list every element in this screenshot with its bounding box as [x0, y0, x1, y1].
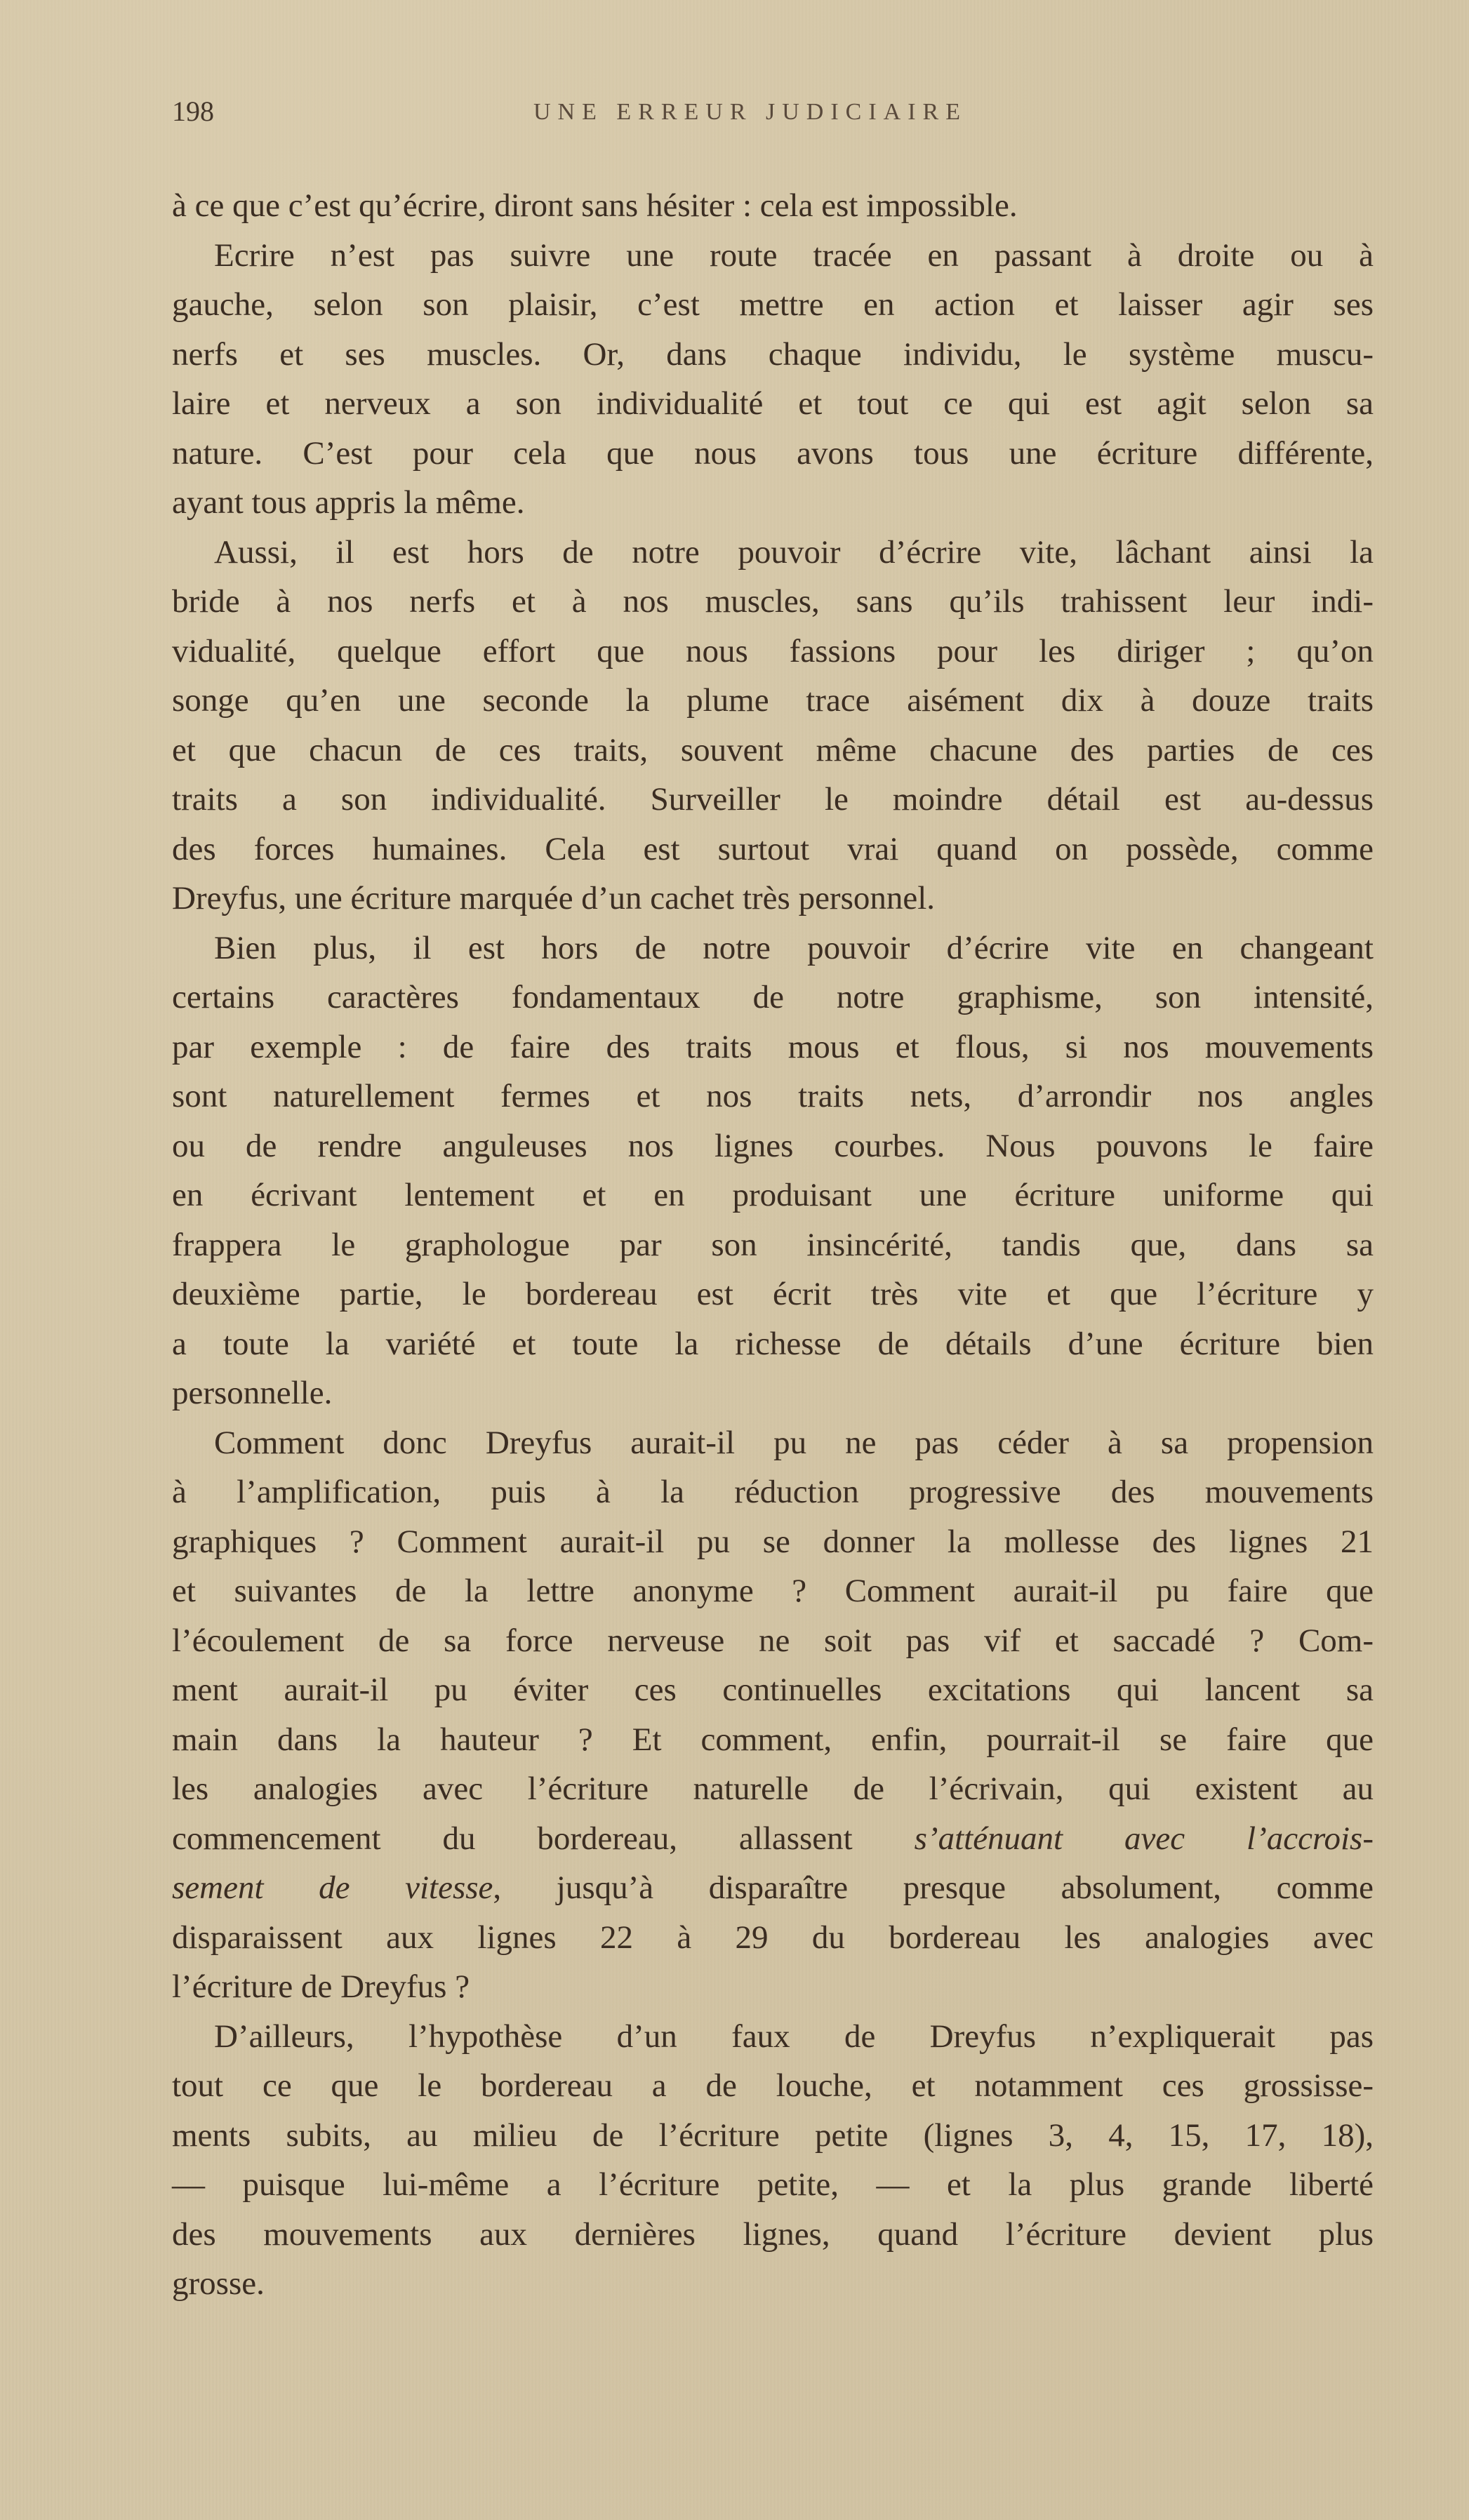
text-line: des forces humaines. Cela est surtout vrai quand on possède, comme [172, 830, 1374, 867]
roman-text: commencement du bordereau, allassent [172, 1820, 915, 1857]
text-line: et que chacun de ces traits, souvent même chacune des parties de ces [172, 731, 1374, 768]
text-line: sont naturellement fermes et nos traits nets, d’arrondir nos angles [172, 1078, 1374, 1114]
paragraph-bien-plus [172, 924, 1374, 1418]
italic-text: s’atténuant avec l’accrois- [914, 1820, 1374, 1857]
text-line: frappera le graphologue par son insincérité, tandis que, dans sa [172, 1226, 1374, 1263]
text-line: — puisque lui-même a l’écriture petite, — et la plus grande liberté [172, 2166, 1374, 2203]
text-line: en écrivant lentement et en produisant une écriture uniforme qui [172, 1177, 1374, 1213]
text-line: songe qu’en une seconde la plume trace aisément dix à douze traits [172, 682, 1374, 719]
running-head [172, 94, 1372, 129]
text-line: a toute la variété et toute la richesse de détails d’une écriture bien [172, 1325, 1374, 1362]
text-line: certains caractères fondamentaux de notre graphisme, son intensité, [172, 979, 1374, 1015]
text-line: disparaissent aux lignes 22 à 29 du bordereau les analogies avec [172, 1919, 1374, 1956]
text-line: ou de rendre anguleuses nos lignes courbes. Nous pouvons le faire [172, 1127, 1374, 1164]
paragraph-continuation [172, 181, 1374, 231]
text-line: l’écoulement de sa force nerveuse ne soit pas vif et saccadé ? Com- [172, 1622, 1374, 1659]
text-line: tout ce que le bordereau a de louche, et notamment ces grossisse- [172, 2067, 1374, 2104]
text-line: grosse. [172, 2265, 265, 2302]
text-line: à ce que c’est qu’écrire, diront sans hésiter : cela est impossible. [172, 187, 1018, 224]
text-line: Dreyfus, une écriture marquée d’un cachet très personnel. [172, 880, 936, 916]
italic-text: sement de vitesse [172, 1869, 493, 1906]
page-number: 198 [172, 95, 214, 127]
text-line: Ecrire n’est pas suivre une route tracée en passant à droite ou à [214, 236, 1374, 274]
text-line: traits a son individualité. Surveiller le moindre détail est au-dessus [172, 781, 1374, 818]
text-line-mixed [172, 1863, 1374, 1913]
body-text [172, 181, 1374, 2309]
text-line: Aussi, il est hors de notre pouvoir d’écrire vite, lâchant ainsi la [214, 533, 1374, 571]
text-line: Bien plus, il est hors de notre pouvoir d’écrire vite en changeant [214, 929, 1374, 966]
paragraph-ecrire [172, 231, 1374, 528]
text-line: et suivantes de la lettre anonyme ? Comment aurait-il pu faire que [172, 1573, 1374, 1609]
text-line: nerfs et ses muscles. Or, dans chaque individu, le système muscu- [172, 335, 1374, 373]
text-line: gauche, selon son plaisir, c’est mettre en action et laisser agir ses [172, 286, 1374, 323]
paragraph-dailleurs [172, 2012, 1374, 2309]
text-line: des mouvements aux dernières lignes, quand l’écriture devient plus [172, 2215, 1374, 2253]
text-line: à l’amplification, puis à la réduction progressive des mouvements [172, 1474, 1374, 1510]
text-line: Comment donc Dreyfus aurait-il pu ne pas céder à sa propension [214, 1424, 1374, 1461]
paragraph-aussi [172, 528, 1374, 924]
text-line: l’écriture de Dreyfus ? [172, 1968, 470, 2005]
text-line: graphiques ? Comment aurait-il pu se donner la mollesse des lignes 21 [172, 1523, 1374, 1560]
text-line: deuxième partie, le bordereau est écrit très vite et que l’écriture y [172, 1276, 1374, 1312]
text-line: main dans la hauteur ? Et comment, enfin, pourrait-il se faire que [172, 1721, 1374, 1758]
text-line: vidualité, quelque effort que nous fassions pour les diriger ; qu’on [172, 632, 1374, 669]
text-line: ayant tous appris la même. [172, 484, 525, 521]
text-line: laire et nerveux a son individualité et tout ce qui est agit selon sa [172, 385, 1374, 422]
text-line: nature. C’est pour cela que nous avons tous une écriture différente, [172, 434, 1374, 472]
text-line: par exemple : de faire des traits mous et flous, si nos mouvements [172, 1028, 1374, 1065]
text-line: bride à nos nerfs et à nos muscles, sans qu’ils trahissent leur indi- [172, 583, 1374, 620]
roman-text: , jusqu’à disparaître presque absolument, comme [493, 1869, 1374, 1906]
text-line: ments subits, au milieu de l’écriture petite (lignes 3, 4, 15, 17, 18), [172, 2116, 1374, 2154]
text-line-mixed [172, 1814, 1374, 1864]
text-line: D’ailleurs, l’hypothèse d’un faux de Dreyfus n’expliquerait pas [214, 2018, 1374, 2055]
text-line: personnelle. [172, 1375, 333, 1411]
text-line: les analogies avec l’écriture naturelle de l’écrivain, qui existent au [172, 1771, 1374, 1807]
paragraph-comment-donc [172, 1418, 1374, 2012]
running-title: UNE ERREUR JUDICIAIRE [533, 99, 967, 125]
text-line: ment aurait-il pu éviter ces continuelles excitations qui lancent sa [172, 1672, 1374, 1708]
